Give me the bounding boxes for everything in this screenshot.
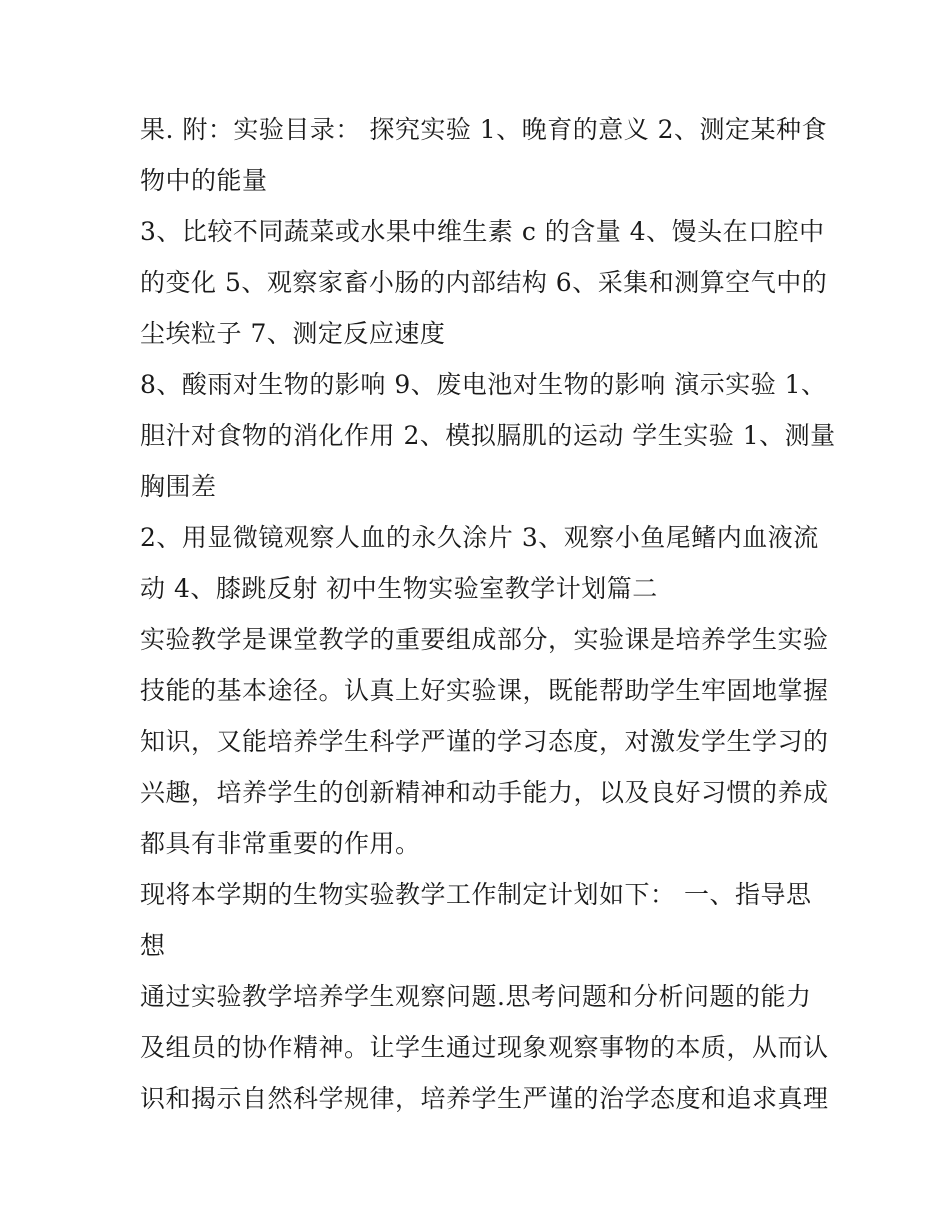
- text-line: 都具有非常重要的作用。: [140, 829, 421, 858]
- text-line: 3、比较不同蔬菜或水果中维生素 c 的含量 4、馒头在口腔中: [140, 217, 825, 246]
- text-line: 想: [140, 931, 166, 960]
- text-line: 2、用显微镜观察人血的永久涂片 3、观察小鱼尾鳍内血液流: [140, 523, 819, 552]
- text-line: 胆汁对食物的消化作用 2、模拟膈肌的运动 学生实验 1、测量: [140, 421, 836, 450]
- text-line: 实验教学是课堂教学的重要组成部分，实验课是培养学生实验: [140, 625, 829, 654]
- text-line: 的变化 5、观察家畜小肠的内部结构 6、采集和测算空气中的: [140, 268, 828, 297]
- text-line: 技能的基本途径。认真上好实验课，既能帮助学生牢固地掌握: [140, 676, 829, 705]
- text-line: 尘埃粒子 7、测定反应速度: [140, 319, 446, 348]
- text-line: 动 4、膝跳反射 初中生物实验室教学计划篇二: [140, 574, 658, 603]
- text-line: 果. 附：实验目录： 探究实验 1、晚育的意义 2、测定某种食: [140, 115, 828, 144]
- text-line: 兴趣，培养学生的创新精神和动手能力，以及良好习惯的养成: [140, 778, 829, 807]
- text-line: 识和揭示自然科学规律，培养学生严谨的治学态度和追求真理: [140, 1084, 829, 1113]
- text-line: 物中的能量: [140, 166, 268, 195]
- text-line: 通过实验教学培养学生观察问题.思考问题和分析问题的能力: [140, 982, 812, 1011]
- text-line: 现将本学期的生物实验教学工作制定计划如下： 一、指导思: [140, 880, 812, 909]
- text-line: 知识，又能培养学生科学严谨的学习态度，对激发学生学习的: [140, 727, 829, 756]
- text-line: 8、酸雨对生物的影响 9、废电池对生物的影响 演示实验 1、: [140, 370, 827, 399]
- document-body: [140, 104, 836, 1124]
- text-line: 及组员的协作精神。让学生通过现象观察事物的本质，从而认: [140, 1033, 829, 1062]
- text-line: 胸围差: [140, 472, 217, 501]
